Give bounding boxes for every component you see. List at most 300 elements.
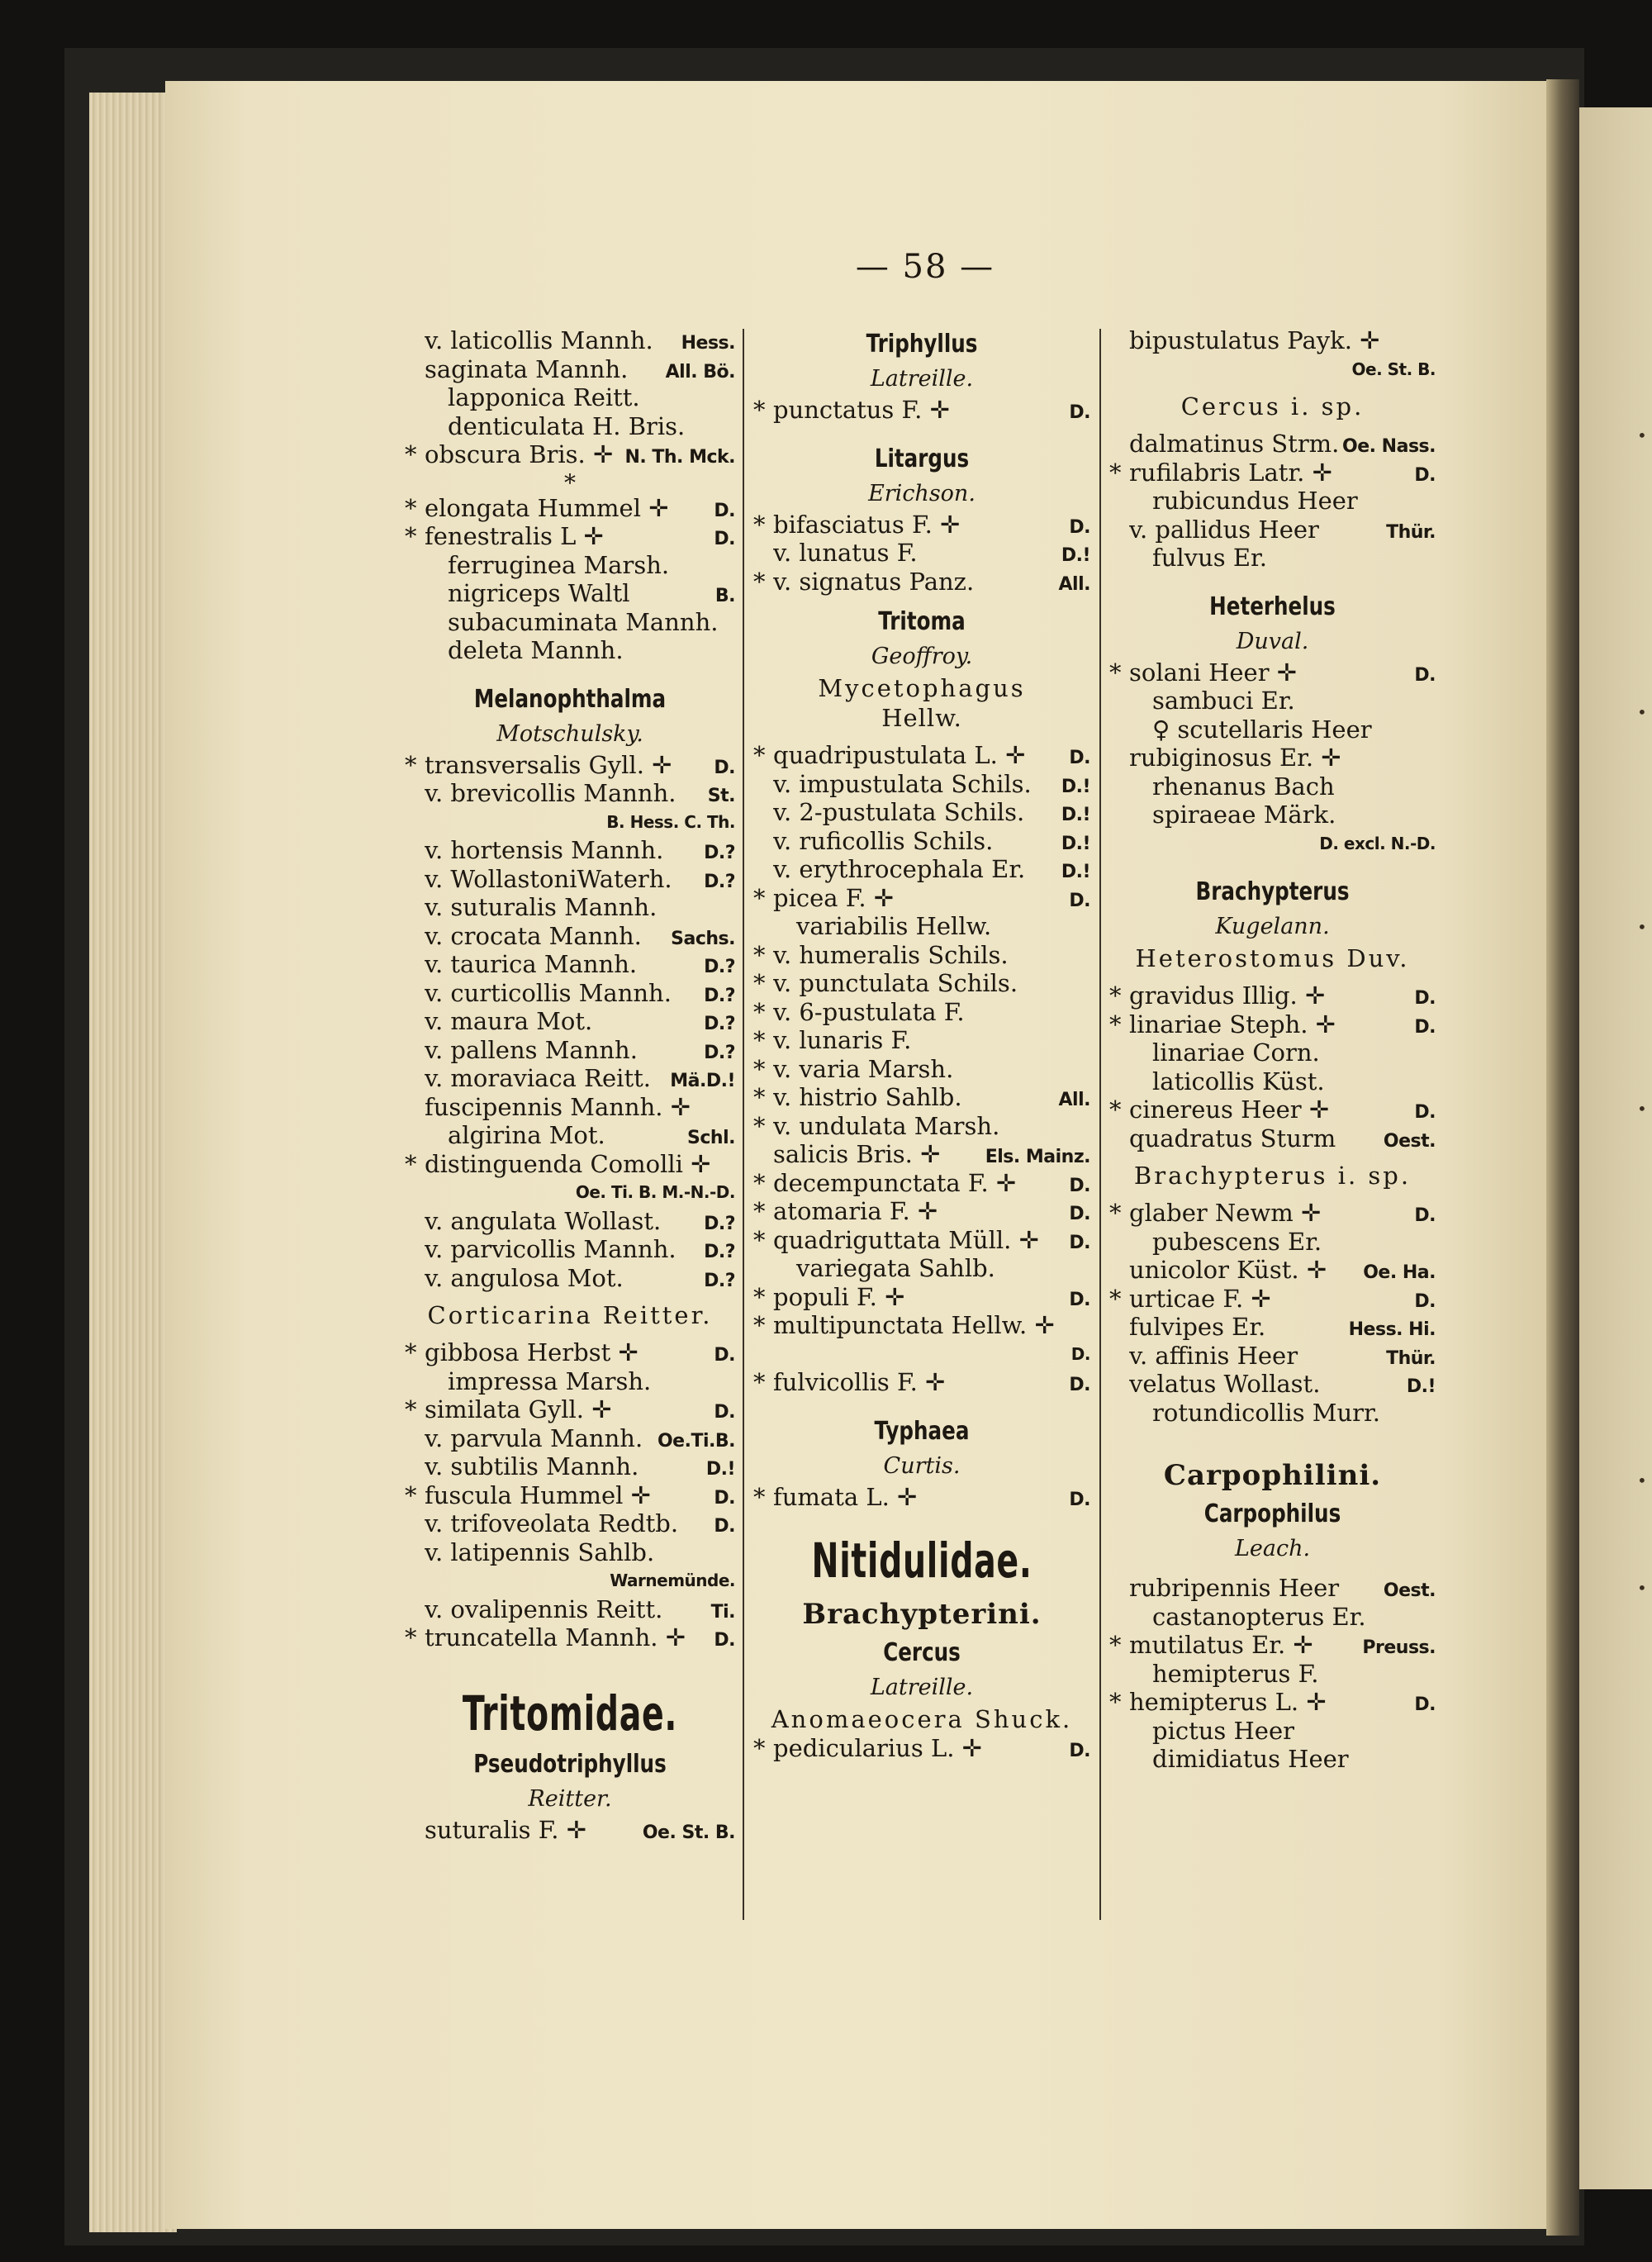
distribution-code: D. <box>1414 664 1436 686</box>
distribution-code: Oe. Ti. B. M.-N.-D. <box>575 1182 735 1202</box>
species-entry <box>1109 487 1436 516</box>
species-entry <box>405 979 735 1008</box>
species-name: v. WollastoniWaterh. <box>425 864 672 893</box>
species-entry <box>405 551 735 580</box>
native-mark: * <box>753 940 766 969</box>
distribution-code: D.? <box>704 1014 735 1034</box>
species-entry <box>405 383 735 412</box>
species-entry <box>753 1340 1090 1369</box>
distribution-code: D.! <box>1061 545 1090 566</box>
species-name: pubescens Er. <box>1152 1227 1322 1256</box>
species-name: laticollis Küst. <box>1152 1067 1325 1095</box>
species-entry <box>1109 1574 1436 1603</box>
distribution-code: D. <box>1070 1343 1090 1364</box>
species-name: dimidiatus Heer <box>1152 1745 1349 1773</box>
distribution-code: D. <box>1069 1289 1090 1310</box>
distribution-code: Oe. Nass. <box>1342 436 1436 457</box>
distribution-code: B. Hess. C. Th. <box>606 811 735 832</box>
species-entry <box>1109 1285 1436 1314</box>
subgenus-heading: Heterostomus Duv. <box>1135 944 1410 972</box>
page-edges <box>89 93 177 2232</box>
species-entry <box>753 1283 1090 1312</box>
species-name: v. moraviaca Reitt. <box>425 1064 651 1092</box>
page-number: — 58 — <box>855 248 995 286</box>
subgenus-heading: Cercus i. sp. <box>1180 392 1365 421</box>
species-entry <box>405 1064 735 1093</box>
species-name: bifasciatus F. ✛ <box>773 510 961 539</box>
species-entry <box>405 579 735 608</box>
species-entry <box>753 396 1090 425</box>
genus-heading: Melanophthalma <box>473 684 667 714</box>
species-name: urticae F. ✛ <box>1129 1284 1271 1313</box>
family-heading: Nitidulidae. <box>811 1533 1032 1589</box>
species-name: quadriguttata Müll. ✛ <box>773 1225 1039 1254</box>
native-mark: * <box>1109 1688 1122 1716</box>
species-entry <box>753 884 1090 913</box>
distribution-code: D. <box>714 1345 735 1366</box>
genus-heading: Triphyllus <box>866 330 978 359</box>
species-name: fulvus Er. <box>1152 544 1267 572</box>
species-name: cinereus Heer ✛ <box>1129 1095 1330 1124</box>
species-entry <box>1109 1256 1436 1285</box>
distribution-code: Oe. St. B. <box>642 1822 735 1843</box>
native-mark: * <box>405 1338 417 1366</box>
species-entry <box>405 440 735 469</box>
species-entry <box>753 741 1090 770</box>
genus-heading: Heterhelus <box>1209 592 1336 621</box>
native-mark: * <box>753 969 766 997</box>
column-rule <box>743 329 744 1920</box>
native-mark: * <box>405 1623 417 1651</box>
native-mark: * <box>405 1395 417 1423</box>
distribution-code: D. <box>1414 1205 1436 1226</box>
species-entry <box>405 1036 735 1065</box>
native-mark: * <box>405 1149 417 1178</box>
distribution-code: D.? <box>704 957 735 977</box>
species-name: v. subtilis Mannh. <box>425 1452 639 1480</box>
species-entry <box>753 1140 1090 1169</box>
distribution-code: Preuss. <box>1362 1637 1436 1658</box>
species-entry <box>1109 1199 1436 1228</box>
species-name: castanopterus Er. <box>1152 1602 1366 1631</box>
species-entry <box>405 1424 735 1453</box>
genus-heading: Tritoma <box>878 607 966 636</box>
species-entry <box>1109 687 1436 715</box>
distribution-code: Schl. <box>687 1128 735 1148</box>
genus-author: Duval. <box>1236 628 1309 654</box>
species-entry <box>405 1595 735 1624</box>
genus-heading: Litargus <box>874 444 970 473</box>
species-name: pictus Heer <box>1152 1716 1294 1745</box>
species-name: v. varia Marsh. <box>773 1054 954 1083</box>
species-entry <box>1109 658 1436 687</box>
species-entry <box>1109 715 1436 744</box>
native-mark: * <box>405 1480 417 1509</box>
column-1 <box>405 326 735 1844</box>
species-name: dalmatinus Strm. <box>1129 430 1340 458</box>
species-name: distinguenda Comolli ✛ <box>425 1149 711 1178</box>
distribution-code: D.? <box>704 843 735 863</box>
species-name: unicolor Küst. ✛ <box>1129 1256 1327 1284</box>
genus-heading: Carpophilus <box>1203 1499 1341 1528</box>
genus-author: Kugelann. <box>1215 914 1330 939</box>
native-mark: * <box>1109 1284 1122 1313</box>
distribution-code: D. <box>714 529 735 549</box>
species-entry <box>753 511 1090 539</box>
subgenus-author: Hellw. <box>881 704 962 732</box>
native-mark: * <box>1109 1199 1122 1227</box>
distribution-code: Sachs. <box>671 928 735 949</box>
species-name: rufilabris Latr. ✛ <box>1129 458 1332 487</box>
species-name: v. punctulata Schils. <box>773 969 1018 997</box>
species-name: fulvicollis F. ✛ <box>773 1368 946 1396</box>
species-entry <box>405 1816 735 1845</box>
species-entry <box>1109 1660 1436 1689</box>
margin-mark: • <box>1637 1471 1647 1490</box>
native-mark: * <box>753 1197 766 1225</box>
species-name: v. hortensis Mannh. <box>425 836 664 864</box>
distribution-code: D.! <box>1061 805 1090 825</box>
species-entry <box>753 998 1090 1027</box>
species-name: v. impustulata Schils. <box>773 769 1032 798</box>
native-mark: * <box>753 567 766 596</box>
species-name: similata Gyll. ✛ <box>425 1395 612 1423</box>
distribution-code: Oe. St. B. <box>1351 359 1436 379</box>
species-name: salicis Bris. ✛ <box>773 1140 941 1168</box>
species-name: v. signatus Panz. <box>773 567 975 596</box>
species-entry <box>1109 326 1436 355</box>
distribution-code: Els. Mainz. <box>985 1147 1090 1167</box>
species-entry <box>1109 1313 1436 1342</box>
distribution-code: D. <box>1069 748 1090 768</box>
species-entry <box>405 1509 735 1538</box>
distribution-code: D. <box>714 757 735 778</box>
species-entry <box>405 1007 735 1036</box>
native-mark: * <box>753 1734 766 1762</box>
species-name: v. suturalis Mannh. <box>425 893 657 921</box>
species-entry <box>1109 544 1436 573</box>
species-name: nigriceps Waltl <box>448 579 630 607</box>
species-name: rotundicollis Murr. <box>1152 1398 1380 1427</box>
species-entry <box>753 1311 1090 1340</box>
species-name: linariae Corn. <box>1152 1038 1320 1067</box>
species-name: atomaria F. ✛ <box>773 1197 938 1225</box>
species-name: glaber Newm ✛ <box>1129 1199 1322 1227</box>
tribe-heading: Brachypterini. <box>802 1598 1042 1631</box>
species-name: ♀ scutellaris Heer <box>1152 715 1372 744</box>
species-name: rubicundus Heer <box>1152 487 1358 515</box>
species-name: quadripustulata L. ✛ <box>773 741 1026 769</box>
species-entry <box>753 568 1090 596</box>
distribution-code: D.? <box>704 985 735 1006</box>
species-entry <box>1109 1067 1436 1096</box>
native-mark: * <box>753 1054 766 1083</box>
distribution-code: All. <box>1058 573 1090 595</box>
species-name: ferruginea Marsh. <box>448 550 670 579</box>
distribution-code: D.? <box>704 1242 735 1262</box>
distribution-code: D. <box>1414 1290 1436 1312</box>
distribution-code: D. <box>1069 1741 1090 1761</box>
native-mark: * <box>753 883 766 912</box>
species-entry <box>753 1083 1090 1112</box>
species-entry <box>405 950 735 979</box>
species-name: v. trifoveolata Redtb. <box>425 1509 679 1537</box>
distribution-code: D.? <box>704 1213 735 1234</box>
native-mark: * <box>753 1225 766 1254</box>
species-name: bipustulatus Payk. ✛ <box>1129 326 1380 354</box>
distribution-code: D.? <box>704 871 735 892</box>
genus-author: Erichson. <box>868 480 976 506</box>
star-separator: * <box>564 468 576 497</box>
species-entry <box>405 1623 735 1652</box>
native-mark: * <box>1109 1631 1122 1659</box>
species-entry <box>753 941 1090 970</box>
distribution-code: Thür. <box>1386 521 1436 543</box>
native-mark: * <box>405 750 417 779</box>
subgenus-heading: Brachypterus i. sp. <box>1133 1162 1412 1190</box>
native-mark: * <box>753 1026 766 1054</box>
distribution-code: D. <box>1069 1489 1090 1510</box>
distribution-code: D. <box>714 1630 735 1651</box>
next-page-edge <box>1579 107 1652 2189</box>
native-mark: * <box>753 1311 766 1339</box>
species-entry <box>1109 1745 1436 1774</box>
species-entry <box>753 1226 1090 1255</box>
species-name: elongata Hummel ✛ <box>425 493 669 522</box>
species-name: v. lunaris F. <box>773 1026 912 1054</box>
species-name: v. lunatus F. <box>773 539 918 567</box>
distribution-code: D.! <box>1406 1376 1436 1397</box>
species-name: populi F. ✛ <box>773 1282 905 1311</box>
distribution-code: D.? <box>704 1270 735 1291</box>
distribution-code: D. <box>1069 516 1090 538</box>
distribution-code: D. <box>1069 1175 1090 1196</box>
species-entry <box>753 798 1090 827</box>
species-entry <box>405 355 735 384</box>
species-name: variabilis Hellw. <box>796 912 992 940</box>
species-entry <box>405 865 735 894</box>
native-mark: * <box>753 1282 766 1311</box>
species-name: v. 2-pustulata Schils. <box>773 798 1025 826</box>
species-entry <box>753 539 1090 568</box>
species-entry <box>1109 1038 1436 1067</box>
native-mark: * <box>753 1482 766 1511</box>
distribution-code: D. <box>1414 1016 1436 1038</box>
species-entry <box>753 1197 1090 1226</box>
species-name: v. erythrocephala Er. <box>773 855 1026 883</box>
distribution-code: St. <box>707 786 735 806</box>
native-mark: * <box>1109 1095 1122 1124</box>
distribution-code: N. Th. Mck. <box>624 447 735 468</box>
native-mark: * <box>753 1083 766 1111</box>
species-entry <box>753 1112 1090 1141</box>
species-name: v. histrio Sahlb. <box>773 1083 962 1111</box>
distribution-code: D. <box>714 1487 735 1509</box>
species-entry <box>1109 355 1436 384</box>
species-name: multipunctata Hellw. ✛ <box>773 1311 1055 1339</box>
species-name: gravidus Illig. ✛ <box>1129 981 1326 1010</box>
species-entry <box>753 1368 1090 1397</box>
subgenus-heading: Corticarina Reitter. <box>427 1301 713 1329</box>
species-name: variegata Sahlb. <box>796 1254 995 1282</box>
species-name: subacuminata Mannh. <box>448 607 719 636</box>
genus-author: Latreille. <box>870 366 974 392</box>
species-name: quadratus Sturm <box>1129 1124 1336 1152</box>
species-name: fenestralis L ✛ <box>425 522 604 550</box>
species-entry <box>1109 516 1436 544</box>
species-name: transversalis Gyll. ✛ <box>425 750 672 779</box>
species-name: fumata L. ✛ <box>773 1482 918 1511</box>
species-entry <box>405 836 735 865</box>
species-entry <box>405 922 735 951</box>
species-entry <box>405 808 735 837</box>
species-entry <box>1109 981 1436 1010</box>
native-mark: * <box>753 997 766 1026</box>
species-entry <box>405 608 735 637</box>
distribution-code: D. <box>1414 988 1436 1009</box>
species-entry <box>405 494 735 523</box>
species-entry <box>1109 1124 1436 1153</box>
distribution-code: Oest. <box>1383 1580 1436 1601</box>
species-entry <box>1109 829 1436 858</box>
native-mark: * <box>405 493 417 522</box>
species-name: v. 6-pustulata F. <box>773 997 965 1026</box>
species-name: hemipterus F. <box>1152 1659 1319 1688</box>
family-heading: Tritomidae. <box>462 1685 678 1742</box>
species-entry <box>1109 1717 1436 1746</box>
genus-heading: Typhaea <box>874 1416 970 1446</box>
native-mark: * <box>1109 458 1122 487</box>
species-name: v. undulata Marsh. <box>773 1111 1000 1140</box>
distribution-code: D. excl. N.-D. <box>1319 833 1436 853</box>
distribution-code: D.! <box>1061 862 1090 882</box>
native-mark: * <box>1109 658 1122 687</box>
distribution-code: D. <box>1069 402 1090 423</box>
genus-heading: Cercus <box>883 1638 961 1667</box>
native-mark: * <box>753 510 766 539</box>
species-entry <box>1109 1010 1436 1039</box>
native-mark: * <box>753 1168 766 1197</box>
species-entry <box>1109 1228 1436 1257</box>
species-name: v. affinis Heer <box>1129 1341 1298 1370</box>
distribution-code: D.! <box>705 1459 735 1480</box>
column-2 <box>753 326 1090 1763</box>
species-entry <box>405 1093 735 1122</box>
distribution-code: Hess. <box>681 333 735 354</box>
species-entry <box>753 1055 1090 1084</box>
species-entry <box>1109 801 1436 829</box>
species-entry <box>405 893 735 922</box>
species-entry <box>405 1235 735 1264</box>
species-entry <box>405 751 735 780</box>
distribution-code: B. <box>714 586 735 606</box>
column-rule <box>1099 329 1101 1920</box>
species-name: truncatella Mannh. ✛ <box>425 1623 686 1651</box>
species-entry <box>405 1150 735 1179</box>
species-entry <box>405 1566 735 1595</box>
species-name: fuscula Hummel ✛ <box>425 1480 651 1509</box>
distribution-code: D. <box>714 1516 735 1537</box>
species-name: v. ruficollis Schils. <box>773 826 994 855</box>
species-name: decempunctata F. ✛ <box>773 1168 1017 1197</box>
distribution-code: Oest. <box>1383 1130 1436 1152</box>
species-name: spiraeae Märk. <box>1152 801 1336 829</box>
native-mark: * <box>1109 981 1122 1010</box>
species-entry <box>753 770 1090 799</box>
species-entry <box>1109 1603 1436 1632</box>
species-entry <box>753 969 1090 998</box>
distribution-code: Hess. Hi. <box>1348 1319 1436 1340</box>
genus-heading: Pseudotriphyllus <box>473 1749 667 1779</box>
species-name: rubiginosus Er. ✛ <box>1129 744 1341 772</box>
species-name: sambuci Er. <box>1152 687 1295 715</box>
distribution-code: Oe. Ha. <box>1363 1262 1436 1283</box>
species-name: v. humeralis Schils. <box>773 940 1009 969</box>
species-name: obscura Bris. ✛ <box>425 440 614 468</box>
distribution-code: D. <box>1414 464 1436 486</box>
native-mark: * <box>753 1368 766 1396</box>
species-entry <box>753 855 1090 884</box>
species-entry <box>1109 772 1436 801</box>
distribution-code: D.! <box>1061 833 1090 854</box>
species-name: linariae Steph. ✛ <box>1129 1010 1336 1038</box>
species-name: saginata Mannh. <box>425 354 629 383</box>
margin-mark: • <box>1637 1578 1647 1598</box>
species-name: rhenanus Bach <box>1152 772 1335 801</box>
native-mark: * <box>753 741 766 769</box>
species-name: suturalis F. ✛ <box>425 1815 587 1844</box>
distribution-code: D. <box>1414 1102 1436 1123</box>
distribution-code: D. <box>1069 1204 1090 1224</box>
native-mark: * <box>405 522 417 550</box>
species-name: v. pallens Mannh. <box>425 1035 638 1064</box>
species-name: rubripennis Heer <box>1129 1574 1340 1602</box>
species-entry <box>405 1264 735 1293</box>
species-entry <box>753 1169 1090 1198</box>
species-entry <box>1109 1631 1436 1660</box>
distribution-code: D.! <box>1061 776 1090 797</box>
genus-author: Geoffroy. <box>871 644 973 669</box>
species-name: fuscipennis Mannh. ✛ <box>425 1092 691 1121</box>
species-entry <box>1109 459 1436 487</box>
species-entry <box>405 1367 735 1396</box>
species-name: fulvipes Er. <box>1129 1313 1266 1341</box>
genus-heading: Brachypterus <box>1195 877 1350 906</box>
species-entry <box>405 1121 735 1150</box>
species-name: algirina Mot. <box>448 1121 605 1149</box>
book-gutter <box>1546 79 1579 2236</box>
species-entry <box>405 412 735 441</box>
distribution-code: D. <box>1414 1694 1436 1715</box>
distribution-code: Mä.D.! <box>670 1071 735 1091</box>
distribution-code: D. <box>1069 1375 1090 1395</box>
distribution-code: D. <box>714 500 735 521</box>
species-name: punctatus F. ✛ <box>773 396 950 424</box>
species-entry <box>405 779 735 808</box>
margin-mark: • <box>1637 1099 1647 1119</box>
species-name: solani Heer ✛ <box>1129 658 1298 687</box>
subgenus-heading: Anomaeocera Shuck. <box>771 1705 1073 1733</box>
margin-mark: • <box>1637 425 1647 445</box>
native-mark: * <box>405 440 417 468</box>
species-entry <box>753 1026 1090 1055</box>
native-mark: * <box>1109 1010 1122 1038</box>
species-name: picea F. ✛ <box>773 883 895 912</box>
species-entry <box>1109 1688 1436 1717</box>
species-entry <box>1109 1399 1436 1428</box>
native-mark: * <box>753 396 766 424</box>
species-entry <box>1109 1370 1436 1399</box>
